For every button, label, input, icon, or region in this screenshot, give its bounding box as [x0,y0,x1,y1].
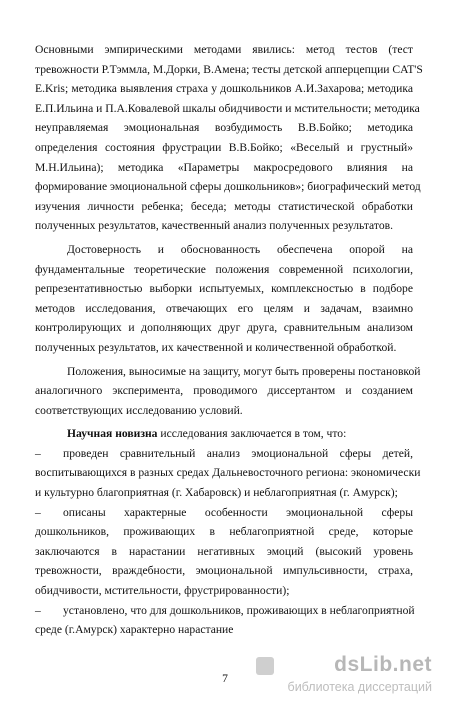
text-line: М.Н.Ильина); методика «Параметры макросредового влияния на [35,160,413,174]
list-item-text: установлено, что для дошкольников, проживающих в неблагоприятной [63,603,415,617]
text-line: Достоверность и обоснованность обеспечена опорой на [67,242,413,256]
text-line: и культурно благоприятная (г. Хабаровск) и неблагоприятная (г. Амурск); [35,486,398,500]
list-item-text: описаны характерные особенности эмоциональной сферы [63,505,413,519]
novelty-heading-line [35,424,413,444]
text-line: Е.П.Ильина и П.А.Ковалевой шкалы обидчивости и мстительности; методика [35,101,420,115]
text-line: соответствующих исследованию условий. [35,403,243,417]
text-line: формирование эмоциональной сферы дошкольников»; биографический метод [35,180,421,194]
dash-marker: – [35,446,41,460]
list-item-line [35,601,413,621]
dash-marker: – [35,505,41,519]
text-line: контролирующих и дополняющих друг друга, сравнительным анализом [35,321,413,335]
text-line: аналогичного эксперимента, проводимого диссертантом и созданием [35,384,413,398]
list-item-line [35,503,413,523]
novelty-bold-lead: Научная новизна [67,427,158,441]
text-line: неуправляемая эмоциональная возбудимость В.В.Бойко; методика [35,121,413,135]
text-line: E.Kris; методика выявления страха у дошкольников А.И.Захарова; методика [35,82,413,96]
text-line: полученных результатов, их качественной и количественной обработкой. [35,340,397,354]
watermark-subtitle: библиотека диссертаций [287,680,432,694]
dash-marker: – [35,603,41,617]
list-item-text: проведен сравнительный анализ эмоциональной сферы детей, [63,446,413,460]
text-line: обидчивости, мстительности, фрустрированности); [35,584,290,598]
novelty-heading-text: исследования заключается в том, что: [160,427,347,441]
text-line: полученных результатов, качественный анализ полученных результатов. [35,219,393,233]
text-line: изучения личности ребенка; беседа; методы статистической обработки [35,199,413,213]
watermark-logo-icon [256,657,274,675]
body-text [35,40,423,640]
text-line: тревожности, враждебности, эмоциональной импульсивности, страха, [35,564,413,578]
text-line: тревожности Р.Тэммла, М.Дорки, В.Амена; тесты детской апперцепции CAT'S [35,62,423,76]
text-line: методов исследования, отвечающих его целям и задачам, взаимно [35,301,413,315]
watermark-logo: dsLib.net [334,653,432,676]
watermark [250,653,440,703]
text-line: среде (г.Амурск) характерно нарастание [35,623,234,637]
text-line: воспитывающихся в разных средах Дальневосточного региона: экономически [35,466,421,480]
list-item-line [35,444,413,464]
text-line: дошкольников, проживающих в неблагоприятной среде, которые [35,525,413,539]
text-line: заключаются в нарастании негативных эмоций (высокий уровень [35,544,413,558]
text-line: репрезентативностью выборки испытуемых, комплексностью в подборе [35,282,413,296]
text-line: Основными эмпирическими методами явились: метод тестов (тест [35,43,413,56]
page-number: 7 [222,672,228,685]
text-line: Положения, выносимые на защиту, могут быть проверены постановкой [67,364,421,378]
text-line: фундаментальные теоретические положения современной психологии, [35,262,413,276]
text-line: определения состояния фрустрации В.В.Бойко; «Веселый и грустный» [35,140,413,154]
